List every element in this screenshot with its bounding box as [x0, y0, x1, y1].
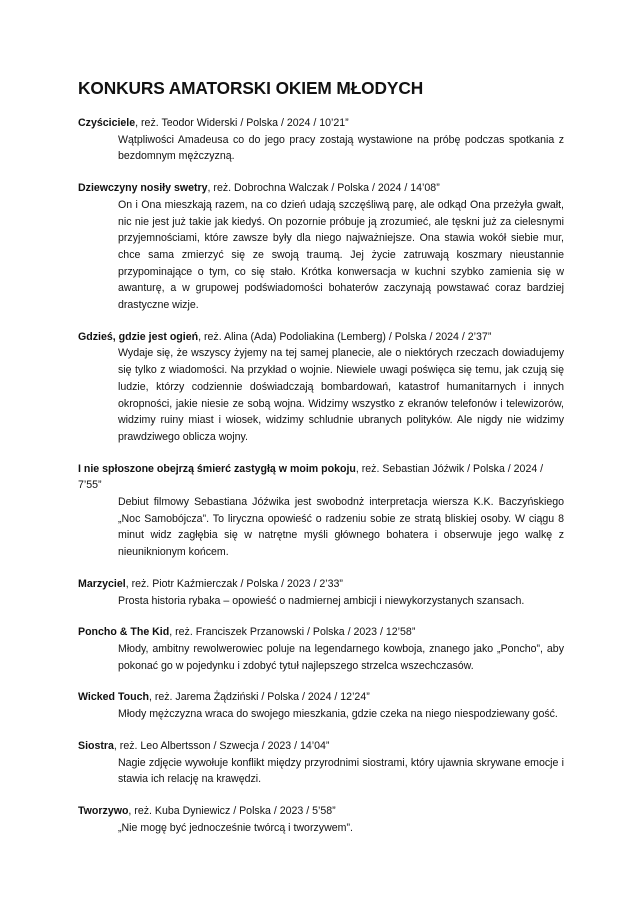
film-description: Prosta historia rybaka – opowieść o nadmiernej ambicji i niewykorzystanych szansach. — [118, 594, 525, 607]
film-description: „Nie mogę być jednocześnie twórcą i tworzywem”. — [118, 821, 353, 834]
film-description: Wątpliwości Amadeusa co do jego pracy zostają wystawione na próbę podczas spotkania z bezdomnym mężczyzną. — [118, 133, 564, 163]
film-entry-tworzywo — [78, 803, 564, 836]
film-meta: , reż. Dobrochna Walczak / Polska / 2024 / 14’08” — [207, 182, 440, 195]
film-entry-siostra — [78, 738, 564, 788]
entry-heading — [78, 624, 564, 641]
film-entry-wicked-touch — [78, 689, 564, 722]
film-entry-czysciciele — [78, 115, 564, 165]
film-title: Gdzieś, gdzie jest ogień — [78, 330, 199, 343]
film-meta: , reż. Jarema Żądziński / Polska / 2024 / 12’24” — [148, 691, 370, 704]
film-meta: , reż. Leo Albertsson / Szwecja / 2023 / 14’04” — [113, 739, 330, 752]
film-meta: , reż. Franciszek Przanowski / Polska / 2023 / 12’58” — [169, 626, 416, 639]
entry-heading — [78, 738, 564, 755]
film-entry-i-nie-sploszone — [78, 461, 564, 561]
film-entry-gdzies-gdzie-jest-ogien — [78, 329, 564, 446]
film-meta: , reż. Sebastian Jóźwik / Polska / 2024 / 7’55” — [78, 462, 544, 492]
document-page — [78, 78, 564, 851]
film-title: Wicked Touch — [78, 691, 149, 704]
film-title: Czyściciele — [78, 117, 136, 129]
entry-heading — [78, 329, 564, 346]
film-meta: , reż. Kuba Dyniewicz / Polska / 2023 / 5’58” — [128, 804, 336, 817]
entry-heading — [78, 461, 564, 494]
film-description: Nagie zdjęcie wywołuje konflikt między przyrodnimi siostrami, który ujawnia skrywane emocje i stawia ich relację na krawędzi. — [118, 756, 564, 786]
film-description: Młody mężczyzna wraca do swojego mieszkania, gdzie czeka na niego niespodziewany gość. — [118, 708, 558, 721]
film-meta: , reż. Teodor Widerski / Polska / 2024 / 10’21” — [135, 117, 349, 129]
entry-heading — [78, 576, 564, 593]
film-title: Poncho & The Kid — [78, 626, 170, 639]
film-title: Marzyciel — [78, 577, 126, 590]
film-description: Młody, ambitny rewolwerowiec poluje na legendarnego kowboja, znanego jako „Poncho”, aby pokonać go w pojedynku i zdobyć tytuł najlepszego strzelca wszechczasów. — [118, 642, 564, 672]
film-entry-dziewczyny-nosily-swetry — [78, 180, 564, 314]
entry-heading — [78, 689, 564, 706]
film-entry-poncho-the-kid — [78, 624, 564, 674]
entry-heading — [78, 180, 564, 197]
film-entry-marzyciel — [78, 576, 564, 609]
film-title: Siostra — [78, 739, 114, 752]
film-description: Wydaje się, że wszyscy żyjemy na tej samej planecie, ale o niektórych rzeczach dowiadujemy się tylko z wiadomości. Na przykład o wojnie. Niewiele uwagi poświęca się temu, jak czują się ludzie, którzy codziennie doświadczają bombardowań, katastrof humanitarnych i innych okropności, jakie niesie ze sobą wojna. Widzimy wszystko z ekranów telefonów i telewizorów, widzimy ruiny miast i wiosek, widzimy schludnie ubranych polityków. Ale nigdy nie widzimy prawdziwego oblicza wojny. — [118, 347, 564, 443]
film-description: Debiut filmowy Sebastiana Jóźwika jest swobodnż interpretacja wiersza K.K. Baczyńskiego „Noc Samobójcza”. To liryczna opowieść o radzeniu sobie ze stratą bliskiej osoby. W ciągu 8 minut widz zagłębia się w natrętne myśli głównego bohatera i obserwuje jego walkę z nieuniknionym końcem. — [118, 496, 564, 559]
film-title: I nie spłoszone obejrzą śmierć zastygłą w moim pokoju — [78, 462, 356, 475]
page-title: KONKURS AMATORSKI OKIEM MŁODYCH — [78, 78, 424, 98]
film-title: Tworzywo — [78, 804, 129, 817]
film-title: Dziewczyny nosiły swetry — [78, 182, 208, 195]
film-description: On i Ona mieszkają razem, na co dzień udają szczęśliwą parę, ale odkąd Ona przeżyła gwałt, nic nie jest już takie jak kiedyś. On pozornie próbuje ją zrozumieć, ale tęskni już za cielesnymi przyjemnościami, które zawsze były dla niego najważniejsze. Ona stawia wokół siebie mur, chce sama zmierzyć się ze swoją traumą. Jej życie zatruwają koszmary nieustannie przypominające o tym, co się stało. Krótka konwersacja w kuchni szybko zamienia się w awanturę, a w grupowej podświadomości bohaterów zaczynają powstawać coraz bardziej drastyczne wizje. — [118, 198, 564, 312]
entry-heading — [78, 115, 564, 132]
entry-heading — [78, 803, 564, 820]
film-meta: , reż. Alina (Ada) Podoliakina (Lemberg) / Polska / 2024 / 2’37” — [198, 330, 492, 343]
film-meta: , reż. Piotr Kaźmierczak / Polska / 2023 / 2’33” — [125, 577, 343, 590]
